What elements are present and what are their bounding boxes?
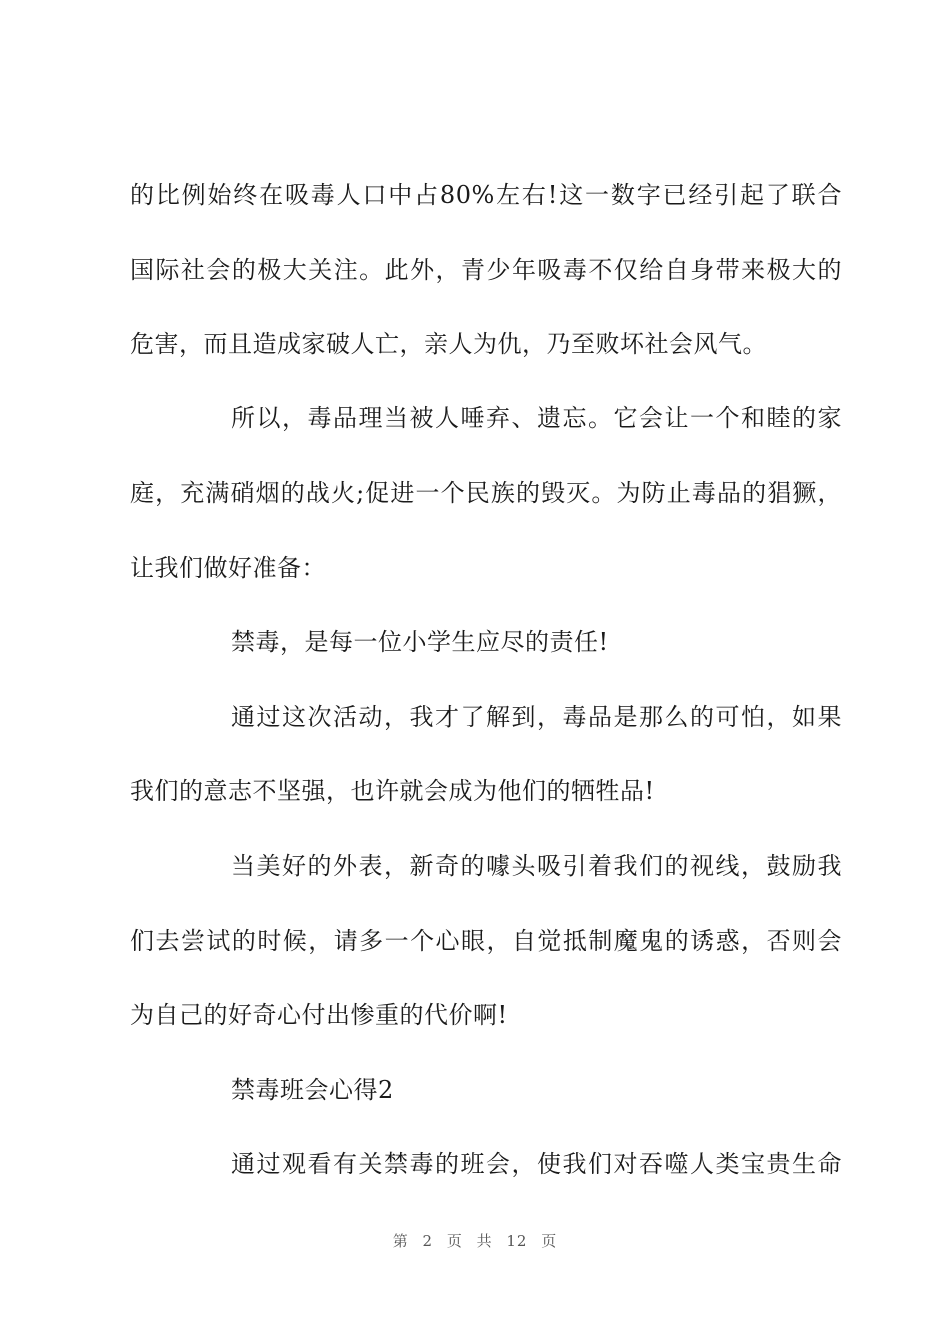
text-line-8: 通过这次活动，我才了解到，毒品是那么的可怕，如果 bbox=[231, 703, 842, 731]
text-line-12: 为自己的好奇心付出惨重的代价啊! bbox=[130, 1001, 508, 1029]
text-line-3: 危害，而且造成家破人亡，亲人为仇，乃至败坏社会风气。 bbox=[130, 330, 767, 358]
text-line-11: 们去尝试的时候，请多一个心眼，自觉抵制魔鬼的诱惑，否则会 bbox=[130, 927, 842, 955]
page-number-footer: 第 2 页 共 12 页 bbox=[392, 1232, 558, 1250]
section-heading: 禁毒班会心得2 bbox=[231, 1076, 394, 1104]
text-line-6: 让我们做好准备： bbox=[130, 554, 326, 582]
text-line-14: 通过观看有关禁毒的班会，使我们对吞噬人类宝贵生命 bbox=[231, 1150, 842, 1178]
text-line-2: 国际社会的极大关注。此外，青少年吸毒不仅给自身带来极大的 bbox=[130, 256, 842, 284]
text-line-1: 的比例始终在吸毒人口中占80%左右!这一数字已经引起了联合 bbox=[130, 181, 842, 209]
text-line-5: 庭，充满硝烟的战火;促进一个民族的毁灭。为防止毒品的猖獗， bbox=[130, 479, 842, 507]
text-line-4: 所以，毒品理当被人唾弃、遗忘。它会让一个和睦的家 bbox=[231, 404, 842, 432]
text-line-7: 禁毒，是每一位小学生应尽的责任! bbox=[231, 628, 609, 656]
text-line-10: 当美好的外表，新奇的噱头吸引着我们的视线，鼓励我 bbox=[231, 852, 842, 880]
text-line-9: 我们的意志不坚强，也许就会成为他们的牺牲品! bbox=[130, 777, 655, 805]
